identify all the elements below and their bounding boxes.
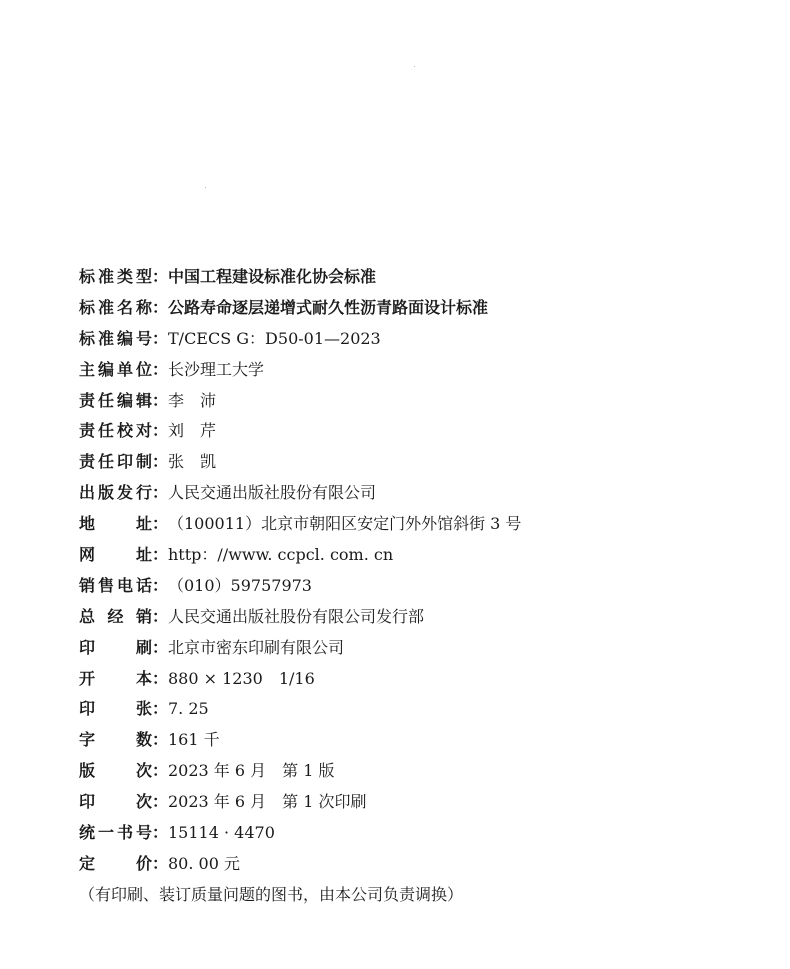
row-label: 字数: [79, 730, 152, 750]
row-colon: ：: [152, 514, 169, 534]
info-row-edition: [79, 756, 759, 787]
row-value: 长沙理工大学: [168, 359, 265, 379]
row-label: 印次: [79, 792, 152, 812]
scan-speck: [205, 187, 206, 188]
info-row-chief-editor-unit: [79, 355, 759, 386]
row-value: 80. 00 元: [168, 853, 240, 873]
row-label: 统一书号: [79, 823, 152, 843]
row-label: 责任编辑: [79, 390, 152, 410]
row-value: （100011）北京市朝阳区安定门外外馆斜街 3 号: [168, 514, 522, 534]
row-colon: ：: [152, 390, 169, 410]
row-label: 标准编号: [79, 328, 152, 348]
row-colon: ：: [152, 606, 169, 626]
info-row-price: [79, 849, 759, 880]
row-label: 出版发行: [79, 483, 152, 503]
row-colon: ：: [152, 267, 169, 286]
row-label: 版次: [79, 761, 152, 781]
row-colon: ：: [152, 853, 169, 873]
info-row-responsible-editor: [79, 386, 759, 417]
info-row-book-number: [79, 818, 759, 849]
info-row-print-manager: [79, 447, 759, 478]
row-colon: ：: [152, 545, 169, 565]
row-colon: ：: [152, 452, 169, 472]
row-value: 161 千: [168, 730, 220, 750]
row-label: 标准类型: [79, 267, 152, 286]
row-label: 销售电话: [79, 575, 152, 595]
info-row-standard-name: [79, 293, 759, 324]
info-row-word-count: [79, 725, 759, 756]
info-row-publisher: [79, 478, 759, 509]
row-label: 印张: [79, 699, 152, 719]
row-value: 2023 年 6 月 第 1 次印刷: [168, 792, 367, 812]
row-colon: ：: [152, 823, 169, 843]
info-row-format: [79, 664, 759, 695]
row-colon: ：: [152, 668, 169, 688]
row-value: 李 沛: [168, 390, 217, 410]
row-value: 人民交通出版社股份有限公司发行部: [168, 606, 425, 626]
row-value: 人民交通出版社股份有限公司: [168, 483, 377, 503]
row-value: 7. 25: [168, 699, 209, 719]
row-colon: ：: [152, 730, 169, 750]
row-value: 张 凯: [168, 452, 217, 472]
scan-speck: [414, 66, 415, 67]
row-colon: ：: [152, 359, 169, 379]
row-label: 标准名称: [79, 297, 152, 317]
row-label: 责任校对: [79, 421, 152, 441]
row-colon: ：: [152, 699, 169, 719]
row-label: 开本: [79, 668, 152, 688]
row-colon: ：: [152, 792, 169, 812]
row-value: 北京市密东印刷有限公司: [168, 637, 345, 657]
row-label: 总经销: [79, 606, 152, 626]
row-value: 880 × 1230 1/16: [168, 668, 315, 688]
row-value: http：//www. ccpcl. com. cn: [168, 545, 394, 565]
info-row-distributor: [79, 602, 759, 633]
info-row-sheets: [79, 694, 759, 725]
row-value: T/CECS G：D50-01—2023: [168, 328, 381, 348]
row-value: 公路寿命逐层递增式耐久性沥青路面设计标准: [168, 297, 489, 317]
info-row-printer: [79, 633, 759, 664]
row-value: 刘 芹: [168, 421, 217, 441]
row-value: 15114 · 4470: [168, 823, 275, 843]
row-colon: ：: [152, 297, 169, 317]
row-value: 2023 年 6 月 第 1 版: [168, 761, 335, 781]
row-colon: ：: [152, 421, 169, 441]
row-label: 网址: [79, 545, 152, 565]
info-row-standard-type: [79, 262, 759, 293]
row-label: 定价: [79, 853, 152, 873]
row-colon: ：: [152, 483, 169, 503]
info-row-website: [79, 540, 759, 571]
row-value: （010）59757973: [168, 575, 312, 595]
row-label: 地址: [79, 514, 152, 534]
row-colon: ：: [152, 575, 169, 595]
row-value: 中国工程建设标准化协会标准: [168, 267, 377, 286]
info-row-proofreader: [79, 416, 759, 447]
info-row-standard-number: [79, 324, 759, 355]
info-row-impression: [79, 787, 759, 818]
info-row-sales-phone: [79, 571, 759, 602]
copyright-info-block: [79, 262, 759, 911]
row-label: 印刷: [79, 637, 152, 657]
quality-notice: （有印刷、装订质量问题的图书，由本公司负责调换）: [79, 884, 464, 904]
row-label: 责任印制: [79, 452, 152, 472]
info-row-address: [79, 509, 759, 540]
row-colon: ：: [152, 761, 169, 781]
row-label: 主编单位: [79, 359, 152, 379]
row-colon: ：: [152, 637, 169, 657]
row-colon: ：: [152, 328, 169, 348]
